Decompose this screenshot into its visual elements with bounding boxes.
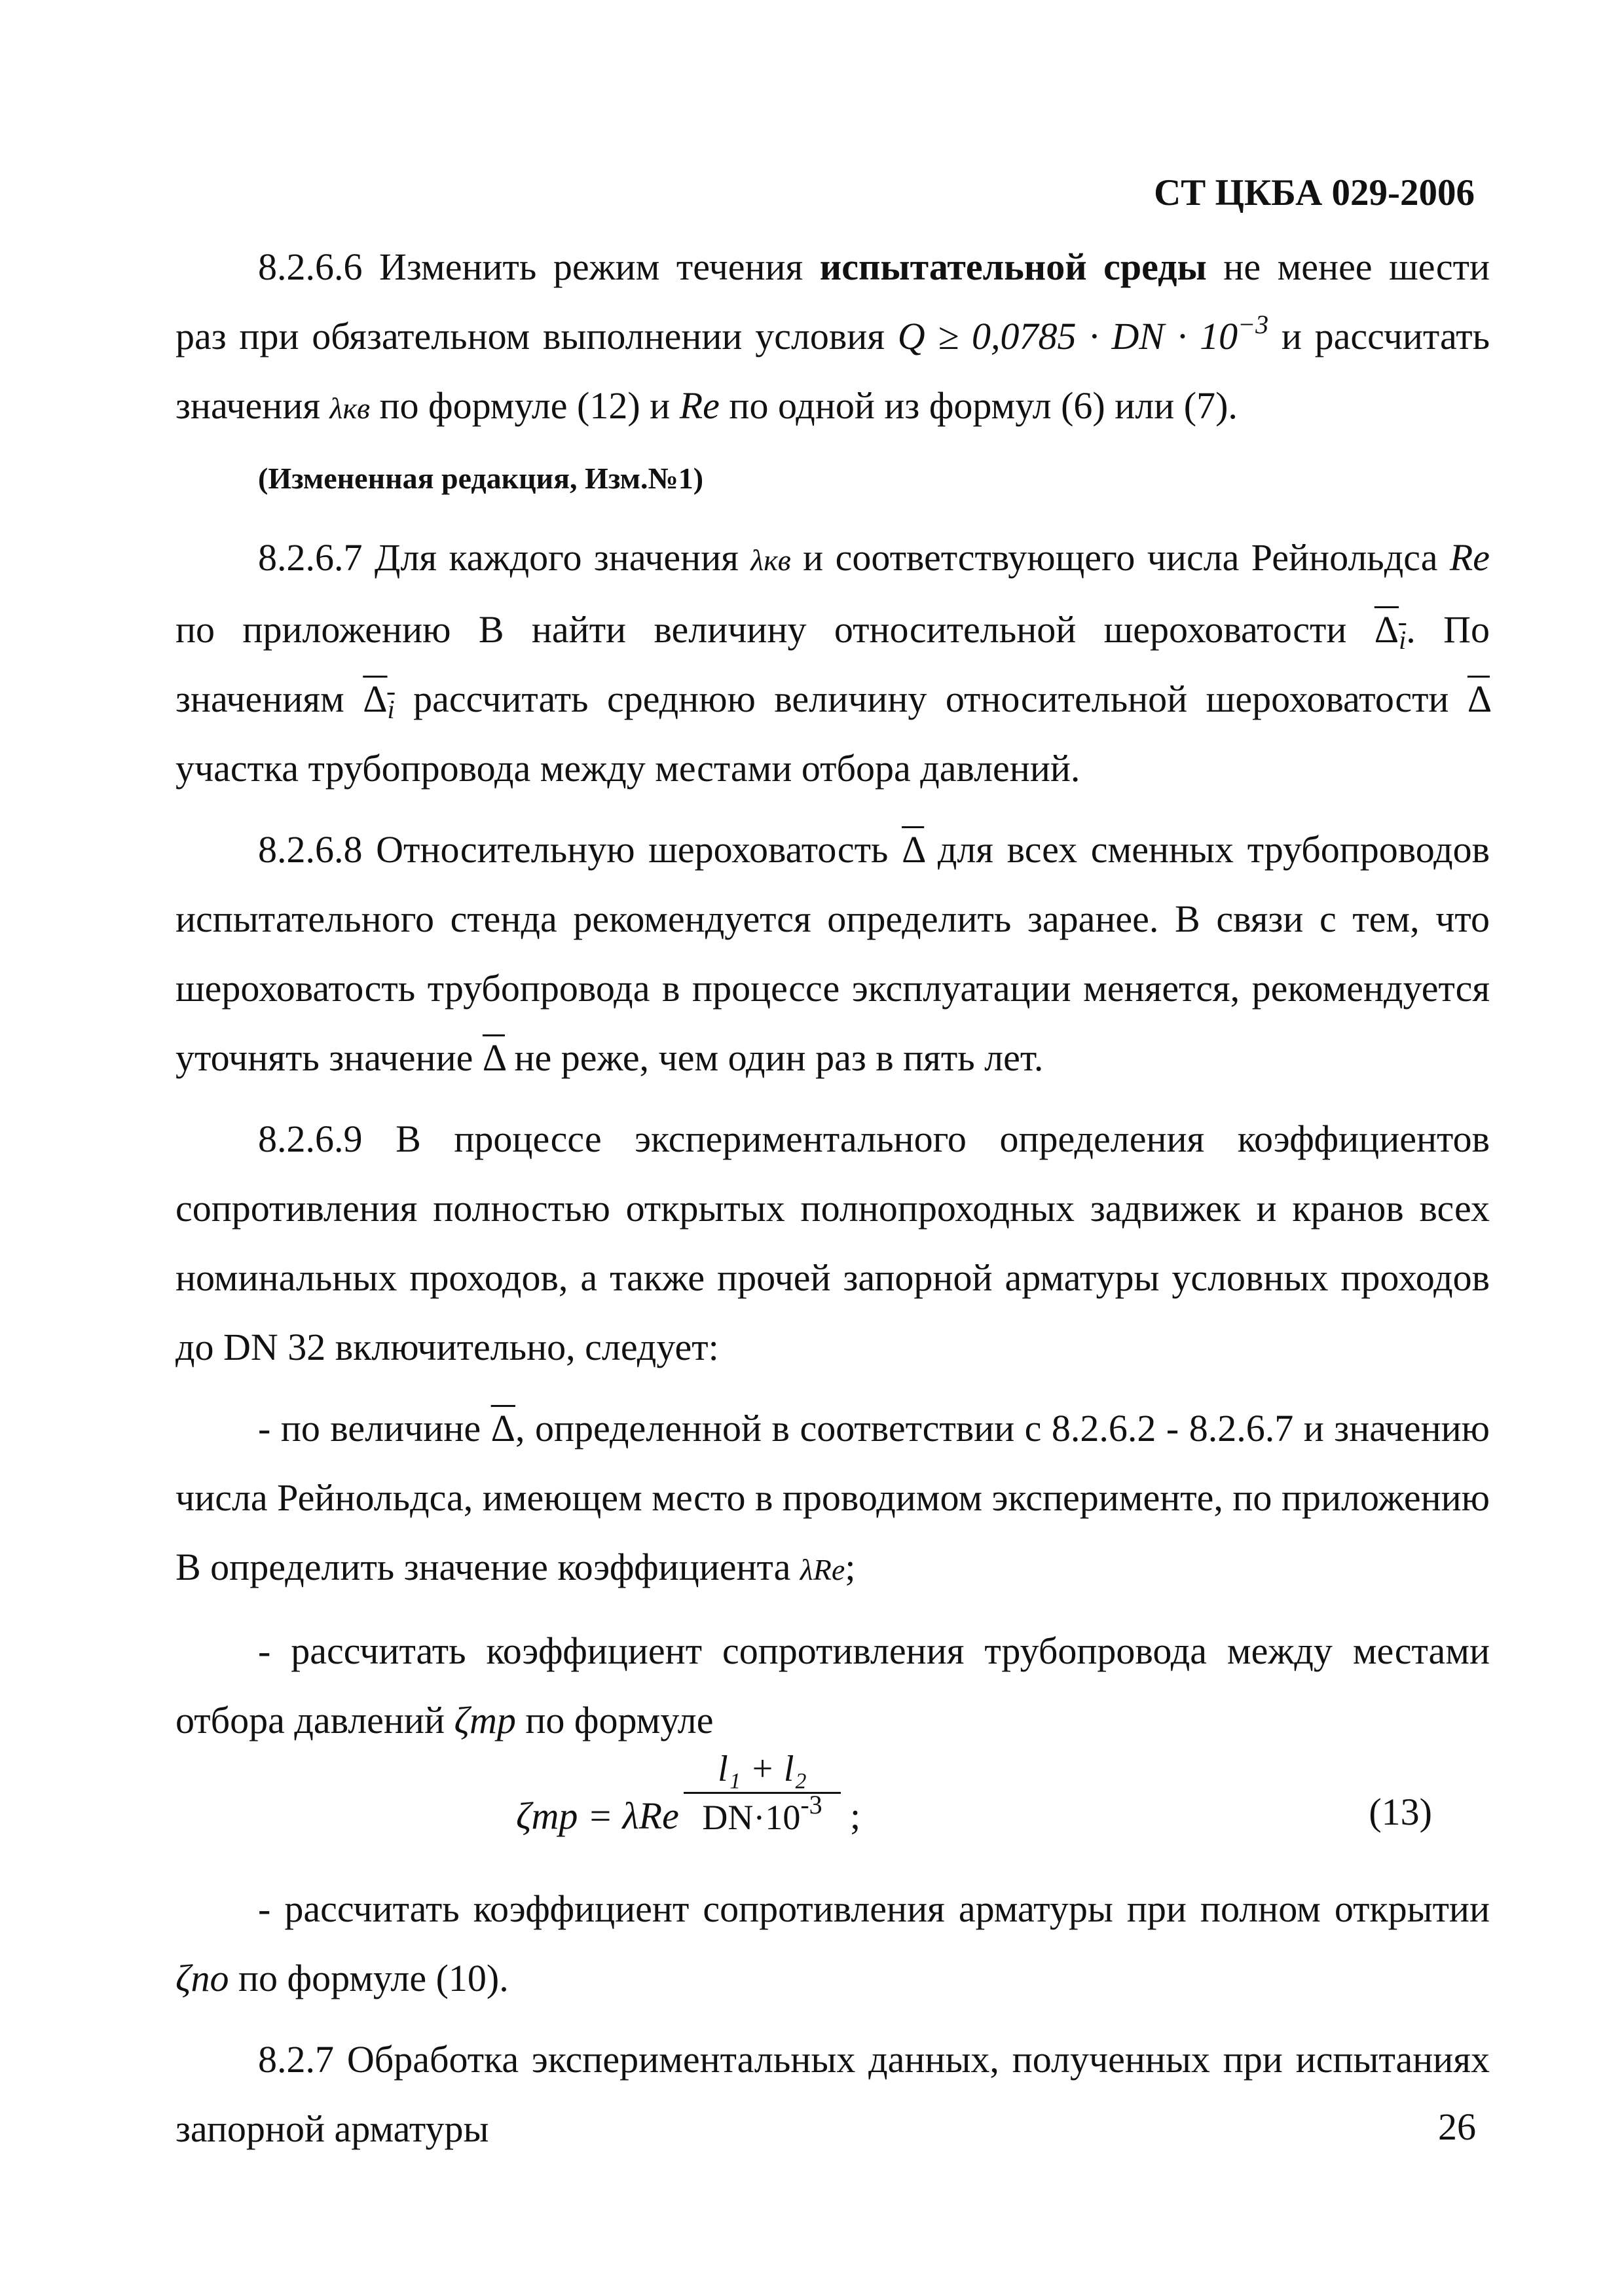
paragraph-8-2-6-7 (175, 523, 1490, 803)
lambda-re-symbol: = λRe (587, 1795, 679, 1837)
formula-lhs (516, 1781, 679, 1851)
fraction-denominator: $DN\cdot 10^{-3}$ (702, 1790, 822, 1837)
text-run: для всех сменных трубопроводов испытательного стенда рекомендуется определить заранее. В связи с тем, что шероховатость трубопровода в процессе эксплуатации меняется, рекомендуется уточнять значение (175, 828, 1490, 1079)
delta-mean-symbol: $\overline{\Delta}$ (482, 1036, 505, 1079)
lambda-re-symbol: λRe (800, 1553, 845, 1586)
formula-13 (175, 1749, 1490, 1853)
lambda-kv-symbol: λкв (329, 392, 370, 425)
delta-mean-symbol: $\overline{\Delta}$ (1467, 678, 1490, 720)
lambda-kv-symbol: λкв (750, 543, 791, 577)
text-run: по формуле (10). (238, 1957, 509, 1999)
formula-number: (13) (1369, 1791, 1432, 1833)
delta-mean-symbol: $\overline{\Delta}$ (490, 1407, 515, 1449)
text-run: . По значениям (175, 608, 1490, 720)
text-run: Для каждого значения (374, 536, 739, 579)
text-run: - рассчитать коэффициент сопротивления арматуры при полном открытии (258, 1887, 1490, 1930)
section-number: 8.2.6.8 (258, 828, 363, 871)
delta-i-symbol: $\Delta_i$ (363, 678, 395, 724)
section-number: 8.2.6.7 (258, 536, 363, 579)
document-id-header: СТ ЦКБА 029-2006 (1154, 172, 1475, 213)
zeta-tr-symbol: ζтр (454, 1699, 516, 1741)
delta-i-symbol: $\Delta_i$ (1374, 608, 1407, 655)
text-run: и рассчитать значения (175, 315, 1490, 427)
paragraph-8-2-6-6 (175, 232, 1490, 443)
bullet-valve-resistance (175, 1874, 1490, 2013)
formula-fraction (684, 1746, 841, 1841)
document-body (175, 232, 1490, 2176)
text-run: рассчитать среднюю величину относительной шероховатости (413, 678, 1449, 720)
text-run: Относительную шероховатость (376, 828, 889, 871)
flow-condition-formula: Q ≥ 0,0785 · DN · $10^{-3}$ (897, 310, 1269, 357)
text-run: не реже, чем один раз в пять лет. (514, 1036, 1044, 1079)
reynolds-symbol: Re (679, 384, 720, 427)
zeta-tr-symbol: ζтр (516, 1795, 578, 1837)
bullet-pipe-resistance (175, 1616, 1490, 1755)
text-run: ; (845, 1546, 856, 1588)
reynolds-symbol: Re (1449, 536, 1490, 579)
delta-mean-symbol: $\overline{\Delta}$ (902, 828, 925, 871)
page-number: 26 (1438, 2105, 1476, 2148)
text-run: - рассчитать коэффициент сопротивления трубопровода между местами отбора давлений (175, 1630, 1490, 1741)
text-run: Обработка экспериментальных данных, полученных при испытаниях запорной арматуры (175, 2038, 1490, 2150)
amendment-note: (Измененная редакция, Изм.№1) (258, 462, 704, 495)
text-run: Изменить режим течения (379, 246, 803, 288)
paragraph-8-2-6-8 (175, 815, 1490, 1093)
section-number: 8.2.7 (258, 2038, 334, 2081)
text-run: по приложению В найти величину относительной шероховатости (175, 608, 1347, 651)
text-run: по формуле (12) и (379, 384, 671, 427)
section-number: 8.2.6.9 (258, 1118, 363, 1160)
text-run: по формуле (525, 1699, 714, 1741)
text-run: и соответствующего числа Рейнольдса (803, 536, 1438, 579)
paragraph-8-2-6-9 (175, 1104, 1490, 1382)
bold-term: испытательной среды (819, 246, 1207, 288)
paragraph-8-2-7 (175, 2025, 1490, 2164)
text-run: - по величине (258, 1407, 481, 1449)
text-run: не менее шести раз при обязательном выполнении условия (175, 246, 1490, 357)
fraction-numerator: l₁ + l₂ (684, 1746, 841, 1794)
text-run: по одной из формул (6) или (7). (729, 384, 1238, 427)
formula-semicolon: ; (850, 1795, 861, 1837)
text-run: , определенной в соответствии с 8.2.6.2 - 8.2.6.7 и значению числа Рейнольдса, имеющем место в проводимом эксперименте, по приложению В определить значение коэффициента (175, 1407, 1490, 1588)
exponent: −3 (1238, 310, 1269, 339)
text-run: участка трубопровода между местами отбора давлений. (175, 747, 1080, 790)
bullet-delta-lambda (175, 1394, 1490, 1605)
section-number: 8.2.6.6 (258, 246, 363, 288)
zeta-po-symbol: ζпо (175, 1957, 229, 1999)
text-run: В процессе экспериментального определения коэффициентов сопротивления полностью открытых полнопроходных задвижек и кранов всех номинальных проходов, а также прочей запорной арматуры условных проходов до DN 32 включительно, следует: (175, 1118, 1490, 1368)
